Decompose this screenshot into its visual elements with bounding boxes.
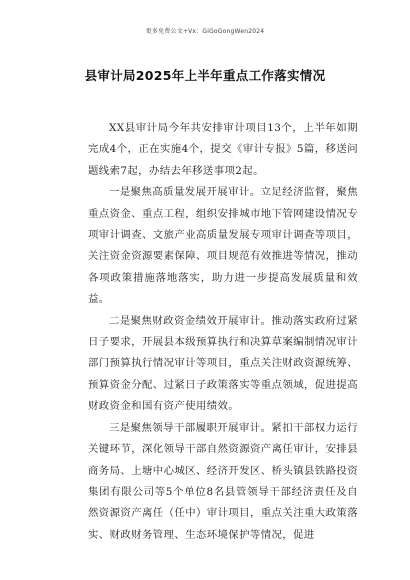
paragraph-point-two: 二是聚焦财政资金绩效开展审计。推动落实政府过紧日子要求，开展县本级预算执行和决算草案编制情况审计部门预算执行情况审计等项目，重点关注财政资源统筹、预算资金分配、过紧日子政策落实等重点领域，促进提高财政资金和国有资产使用绩效。 bbox=[88, 314, 358, 413]
paragraph-summary: XX县审计局今年共安排审计项目13个，上半年如期完成4个，正在实施4个，提交《审计专报》5篇，移送问题线索7起，办结去年移送事项2起。 bbox=[88, 122, 358, 177]
document-body bbox=[88, 118, 358, 546]
header-note: 更多免费公文+Vx：GiGoGongWen2024 bbox=[145, 28, 265, 35]
paragraph-point-three: 三是聚焦领导干部履职开展审计。紧扣干部权力运行关键环节，深化领导干部自然资源资产离任审计，安排县商务局、上塘中心城区、经济开发区、桥头镇县铁路投资集团有限公司等5个单位8名县管领导干部经济责任及自然资源资产离任（任中）审计项目，重点关注重大政策落实、财政财务管理、生态环境保护等情况，促进 bbox=[88, 421, 358, 541]
document-title: 县审计局2025年上半年重点工作落实情况 bbox=[84, 68, 326, 83]
paragraph-point-one: 一是聚焦高质量发展开展审计。立足经济监督，聚焦重点资金、重点工程，组织安排城市地下管网建设情况专项审计调查、文旅产业高质量发展专项审计调查等项目，关注资金资源要素保障、项目规范有效推进等情况，推动各项政策措施落地落实，助力进一步提高发展质量和效益。 bbox=[88, 186, 358, 306]
